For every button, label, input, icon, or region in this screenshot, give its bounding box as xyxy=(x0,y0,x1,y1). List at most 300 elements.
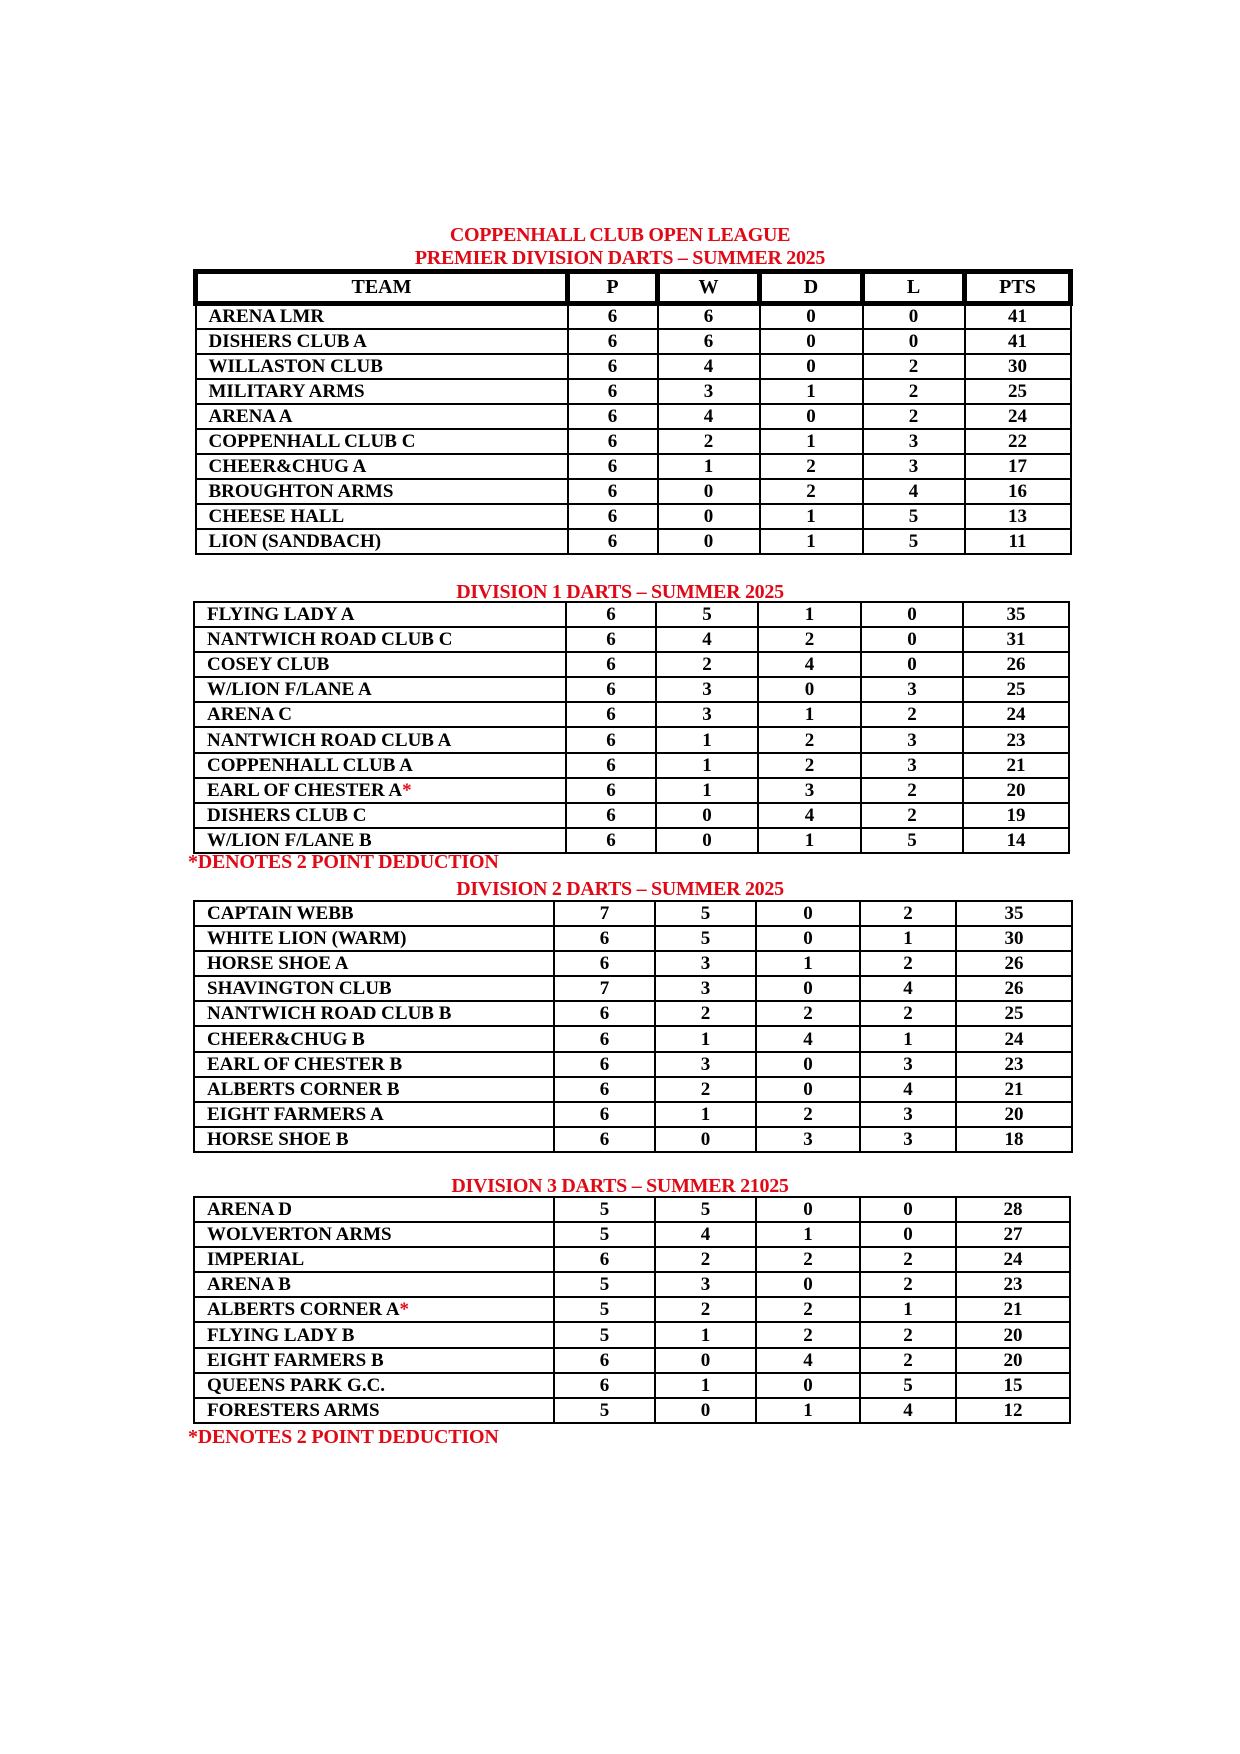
drawn-cell: 2 xyxy=(756,1322,860,1347)
table-row xyxy=(194,803,1069,828)
team-name-cell xyxy=(196,454,568,479)
table-row xyxy=(194,778,1069,803)
team-name: EARL OF CHESTER A xyxy=(207,779,403,801)
team-name: FORESTERS ARMS xyxy=(207,1399,380,1421)
won-cell: 1 xyxy=(656,778,758,803)
won-cell: 5 xyxy=(655,1197,756,1222)
points-cell: 27 xyxy=(956,1222,1070,1247)
table-row xyxy=(194,1222,1070,1247)
won-cell: 6 xyxy=(658,329,760,354)
played-cell: 5 xyxy=(554,1197,655,1222)
division-title-2 xyxy=(0,878,1240,900)
drawn-cell: 4 xyxy=(756,1348,860,1373)
lost-cell: 4 xyxy=(860,1398,956,1423)
team-name: IMPERIAL xyxy=(207,1249,305,1271)
team-name: DISHERS CLUB A xyxy=(208,330,367,352)
points-cell: 20 xyxy=(963,778,1069,803)
drawn-cell: 2 xyxy=(760,454,863,479)
lost-cell: 2 xyxy=(861,803,963,828)
drawn-cell: 1 xyxy=(760,379,863,404)
team-name: W/LION F/LANE A xyxy=(207,679,372,701)
drawn-cell: 0 xyxy=(756,1272,860,1297)
drawn-cell: 2 xyxy=(758,727,861,752)
points-cell: 20 xyxy=(956,1102,1072,1127)
team-name-cell xyxy=(194,976,554,1001)
played-cell: 6 xyxy=(554,926,655,951)
table-row xyxy=(196,429,1071,454)
table-row xyxy=(194,976,1072,1001)
points-cell: 24 xyxy=(963,702,1069,727)
played-cell: 6 xyxy=(554,1026,655,1051)
lost-cell: 5 xyxy=(861,828,963,853)
lost-cell: 2 xyxy=(860,1247,956,1272)
team-name: ALBERTS CORNER B xyxy=(207,1078,400,1100)
played-cell: 7 xyxy=(554,976,655,1001)
played-cell: 6 xyxy=(568,404,658,429)
standings-table-premier xyxy=(193,269,1073,555)
lost-cell: 1 xyxy=(860,926,956,951)
points-cell: 21 xyxy=(956,1297,1070,1322)
lost-cell: 0 xyxy=(863,304,965,329)
team-name: FLYING LADY A xyxy=(207,604,355,626)
won-cell: 2 xyxy=(655,1001,756,1026)
lost-cell: 2 xyxy=(860,1272,956,1297)
team-name-cell xyxy=(194,727,566,752)
team-name-cell xyxy=(194,901,554,926)
drawn-cell: 2 xyxy=(756,1102,860,1127)
won-cell: 3 xyxy=(656,702,758,727)
team-name-cell xyxy=(194,1077,554,1102)
table-row xyxy=(194,1373,1070,1398)
team-name-cell xyxy=(196,479,568,504)
won-cell: 1 xyxy=(656,727,758,752)
played-cell: 6 xyxy=(568,329,658,354)
team-name: WOLVERTON ARMS xyxy=(207,1224,392,1246)
drawn-cell: 0 xyxy=(760,304,863,329)
table-row xyxy=(194,1026,1072,1051)
team-name: COPPENHALL CLUB C xyxy=(208,431,416,453)
table-row xyxy=(194,1077,1072,1102)
table-row xyxy=(194,652,1069,677)
team-name: ARENA B xyxy=(207,1274,291,1296)
column-header-won: W xyxy=(658,272,760,304)
league-title xyxy=(0,224,1240,246)
team-name-cell xyxy=(194,1247,554,1272)
drawn-cell: 1 xyxy=(758,602,861,627)
table-row xyxy=(194,1348,1070,1373)
won-cell: 0 xyxy=(656,803,758,828)
table-row xyxy=(196,454,1071,479)
lost-cell: 2 xyxy=(861,702,963,727)
deduction-marker: * xyxy=(402,779,412,801)
table-row xyxy=(196,304,1071,329)
team-name-cell xyxy=(194,926,554,951)
table-row xyxy=(194,1398,1070,1423)
played-cell: 6 xyxy=(568,479,658,504)
lost-cell: 2 xyxy=(860,1001,956,1026)
points-cell: 26 xyxy=(956,951,1072,976)
played-cell: 6 xyxy=(554,1373,655,1398)
played-cell: 6 xyxy=(568,454,658,479)
played-cell: 6 xyxy=(566,803,656,828)
lost-cell: 0 xyxy=(863,329,965,354)
team-name: WHITE LION (WARM) xyxy=(207,928,407,950)
team-name: ARENA A xyxy=(208,405,293,427)
played-cell: 6 xyxy=(566,677,656,702)
drawn-cell: 0 xyxy=(756,1197,860,1222)
played-cell: 6 xyxy=(554,1348,655,1373)
team-name: NANTWICH ROAD CLUB C xyxy=(207,629,453,651)
points-cell: 23 xyxy=(956,1272,1070,1297)
played-cell: 6 xyxy=(554,1247,655,1272)
team-name-cell xyxy=(196,504,568,529)
points-cell: 30 xyxy=(965,354,1071,379)
lost-cell: 0 xyxy=(860,1222,956,1247)
team-name: CHEER&CHUG A xyxy=(208,456,367,478)
deduction-marker: * xyxy=(399,1299,410,1321)
drawn-cell: 1 xyxy=(760,529,863,554)
won-cell: 2 xyxy=(655,1077,756,1102)
won-cell: 1 xyxy=(656,753,758,778)
won-cell: 1 xyxy=(655,1373,756,1398)
lost-cell: 3 xyxy=(861,753,963,778)
team-name: NANTWICH ROAD CLUB B xyxy=(207,1003,452,1025)
points-cell: 31 xyxy=(963,627,1069,652)
division-title-text: PREMIER DIVISION DARTS – SUMMER 2025 xyxy=(414,247,826,269)
team-name-cell xyxy=(194,1026,554,1051)
table-row xyxy=(194,1127,1072,1152)
won-cell: 3 xyxy=(655,951,756,976)
won-cell: 1 xyxy=(655,1102,756,1127)
team-name: W/LION F/LANE B xyxy=(207,829,372,851)
team-name: BROUGHTON ARMS xyxy=(208,481,394,503)
column-header-points: PTS xyxy=(965,272,1071,304)
table-row xyxy=(194,901,1072,926)
lost-cell: 2 xyxy=(860,1348,956,1373)
team-name-cell xyxy=(194,1197,554,1222)
standings-table-division-1 xyxy=(193,601,1070,854)
drawn-cell: 1 xyxy=(756,951,860,976)
lost-cell: 5 xyxy=(860,1373,956,1398)
table-row xyxy=(194,1197,1070,1222)
lost-cell: 3 xyxy=(863,429,965,454)
lost-cell: 0 xyxy=(861,627,963,652)
won-cell: 5 xyxy=(655,926,756,951)
drawn-cell: 1 xyxy=(758,828,861,853)
team-name: COPPENHALL CLUB A xyxy=(207,754,413,776)
lost-cell: 2 xyxy=(861,778,963,803)
team-name: EARL OF CHESTER B xyxy=(207,1053,403,1075)
table-header-row xyxy=(196,272,1071,304)
team-name: HORSE SHOE A xyxy=(207,953,349,975)
team-name: SHAVINGTON CLUB xyxy=(207,978,392,1000)
lost-cell: 0 xyxy=(860,1197,956,1222)
deduction-footnote-division-3: *DENOTES 2 POINT DEDUCTION xyxy=(188,1426,499,1448)
lost-cell: 2 xyxy=(860,1322,956,1347)
won-cell: 4 xyxy=(658,404,760,429)
table-row xyxy=(194,1052,1072,1077)
lost-cell: 2 xyxy=(863,379,965,404)
played-cell: 6 xyxy=(554,1102,655,1127)
won-cell: 0 xyxy=(655,1348,756,1373)
lost-cell: 3 xyxy=(861,677,963,702)
drawn-cell: 0 xyxy=(756,976,860,1001)
drawn-cell: 1 xyxy=(756,1398,860,1423)
drawn-cell: 4 xyxy=(758,652,861,677)
points-cell: 17 xyxy=(965,454,1071,479)
points-cell: 23 xyxy=(963,727,1069,752)
drawn-cell: 0 xyxy=(758,677,861,702)
drawn-cell: 0 xyxy=(760,404,863,429)
drawn-cell: 1 xyxy=(756,1222,860,1247)
won-cell: 0 xyxy=(658,504,760,529)
lost-cell: 2 xyxy=(860,901,956,926)
team-name: CAPTAIN WEBB xyxy=(207,903,354,925)
played-cell: 6 xyxy=(566,627,656,652)
team-name-cell xyxy=(194,1348,554,1373)
lost-cell: 1 xyxy=(860,1297,956,1322)
points-cell: 20 xyxy=(956,1348,1070,1373)
table-row xyxy=(194,926,1072,951)
lost-cell: 4 xyxy=(863,479,965,504)
points-cell: 18 xyxy=(956,1127,1072,1152)
points-cell: 23 xyxy=(956,1052,1072,1077)
table-row xyxy=(194,1102,1072,1127)
played-cell: 6 xyxy=(554,951,655,976)
won-cell: 4 xyxy=(658,354,760,379)
won-cell: 4 xyxy=(655,1222,756,1247)
points-cell: 30 xyxy=(956,926,1072,951)
lost-cell: 1 xyxy=(860,1026,956,1051)
team-name-cell xyxy=(194,1001,554,1026)
table-row xyxy=(194,1272,1070,1297)
won-cell: 2 xyxy=(655,1297,756,1322)
won-cell: 1 xyxy=(658,454,760,479)
table-row xyxy=(196,504,1071,529)
won-cell: 5 xyxy=(656,602,758,627)
team-name-cell xyxy=(194,753,566,778)
lost-cell: 2 xyxy=(860,951,956,976)
drawn-cell: 2 xyxy=(756,1297,860,1322)
team-name: ARENA D xyxy=(207,1199,292,1221)
played-cell: 6 xyxy=(568,429,658,454)
lost-cell: 3 xyxy=(863,454,965,479)
drawn-cell: 0 xyxy=(760,354,863,379)
table-row xyxy=(196,479,1071,504)
points-cell: 16 xyxy=(965,479,1071,504)
played-cell: 6 xyxy=(554,1052,655,1077)
team-name-cell xyxy=(194,1222,554,1247)
team-name: EIGHT FARMERS A xyxy=(207,1103,384,1125)
drawn-cell: 3 xyxy=(758,778,861,803)
drawn-cell: 2 xyxy=(758,627,861,652)
points-cell: 25 xyxy=(965,379,1071,404)
lost-cell: 2 xyxy=(863,404,965,429)
won-cell: 0 xyxy=(655,1127,756,1152)
points-cell: 21 xyxy=(956,1077,1072,1102)
points-cell: 19 xyxy=(963,803,1069,828)
played-cell: 5 xyxy=(554,1322,655,1347)
played-cell: 6 xyxy=(568,354,658,379)
won-cell: 5 xyxy=(655,901,756,926)
team-name-cell xyxy=(194,1398,554,1423)
played-cell: 6 xyxy=(568,304,658,329)
team-name-cell xyxy=(194,602,566,627)
drawn-cell: 0 xyxy=(760,329,863,354)
team-name-cell xyxy=(194,702,566,727)
team-name: ARENA C xyxy=(207,704,292,726)
team-name-cell xyxy=(194,1373,554,1398)
points-cell: 24 xyxy=(965,404,1071,429)
points-cell: 41 xyxy=(965,329,1071,354)
drawn-cell: 0 xyxy=(756,901,860,926)
lost-cell: 3 xyxy=(860,1127,956,1152)
lost-cell: 3 xyxy=(860,1052,956,1077)
team-name: LION (SANDBACH) xyxy=(208,531,382,553)
table-row xyxy=(194,1297,1070,1322)
points-cell: 25 xyxy=(963,677,1069,702)
drawn-cell: 3 xyxy=(756,1127,860,1152)
won-cell: 1 xyxy=(655,1026,756,1051)
played-cell: 6 xyxy=(554,1077,655,1102)
team-name: ALBERTS CORNER A xyxy=(207,1299,400,1321)
played-cell: 6 xyxy=(566,702,656,727)
points-cell: 26 xyxy=(956,976,1072,1001)
drawn-cell: 0 xyxy=(756,1373,860,1398)
drawn-cell: 1 xyxy=(760,429,863,454)
played-cell: 6 xyxy=(566,753,656,778)
team-name-cell xyxy=(194,677,566,702)
won-cell: 0 xyxy=(656,828,758,853)
division-title-text: DIVISION 3 DARTS – SUMMER 21025 xyxy=(451,1175,789,1197)
table-row xyxy=(196,529,1071,554)
team-name-cell xyxy=(194,828,566,853)
table-row xyxy=(196,329,1071,354)
team-name-cell xyxy=(196,304,568,329)
column-header-drawn: D xyxy=(760,272,863,304)
team-name: HORSE SHOE B xyxy=(207,1128,349,1150)
table-row xyxy=(194,627,1069,652)
played-cell: 6 xyxy=(554,1001,655,1026)
team-name: COSEY CLUB xyxy=(207,654,330,676)
points-cell: 24 xyxy=(956,1247,1070,1272)
points-cell: 41 xyxy=(965,304,1071,329)
drawn-cell: 2 xyxy=(756,1247,860,1272)
won-cell: 1 xyxy=(655,1322,756,1347)
played-cell: 6 xyxy=(566,602,656,627)
played-cell: 6 xyxy=(566,778,656,803)
won-cell: 2 xyxy=(656,652,758,677)
points-cell: 35 xyxy=(963,602,1069,627)
column-header-lost: L xyxy=(863,272,965,304)
team-name: WILLASTON CLUB xyxy=(208,355,383,377)
table-row xyxy=(194,753,1069,778)
team-name-cell xyxy=(194,1272,554,1297)
lost-cell: 5 xyxy=(863,504,965,529)
points-cell: 24 xyxy=(956,1026,1072,1051)
team-name-cell xyxy=(196,354,568,379)
drawn-cell: 4 xyxy=(758,803,861,828)
team-name-cell xyxy=(194,652,566,677)
division-title-premier xyxy=(0,247,1240,269)
division-title-3 xyxy=(0,1175,1240,1197)
played-cell: 6 xyxy=(566,828,656,853)
won-cell: 2 xyxy=(655,1247,756,1272)
won-cell: 3 xyxy=(655,1272,756,1297)
table-row xyxy=(194,1247,1070,1272)
team-name-cell xyxy=(196,429,568,454)
team-name: DISHERS CLUB C xyxy=(207,804,367,826)
played-cell: 6 xyxy=(568,504,658,529)
played-cell: 6 xyxy=(568,529,658,554)
won-cell: 4 xyxy=(656,627,758,652)
won-cell: 6 xyxy=(658,304,760,329)
played-cell: 5 xyxy=(554,1297,655,1322)
team-name-cell xyxy=(194,803,566,828)
team-name-cell xyxy=(194,1297,554,1322)
table-row xyxy=(196,379,1071,404)
lost-cell: 0 xyxy=(861,602,963,627)
standings-table-division-2 xyxy=(193,900,1073,1153)
points-cell: 35 xyxy=(956,901,1072,926)
played-cell: 6 xyxy=(568,379,658,404)
played-cell: 7 xyxy=(554,901,655,926)
drawn-cell: 2 xyxy=(758,753,861,778)
table-row xyxy=(196,354,1071,379)
points-cell: 26 xyxy=(963,652,1069,677)
team-name-cell xyxy=(196,329,568,354)
table-row xyxy=(194,602,1069,627)
division-title-text: DIVISION 1 DARTS – SUMMER 2025 xyxy=(456,581,784,603)
won-cell: 0 xyxy=(658,529,760,554)
won-cell: 3 xyxy=(656,677,758,702)
lost-cell: 2 xyxy=(863,354,965,379)
points-cell: 13 xyxy=(965,504,1071,529)
team-name-cell xyxy=(194,951,554,976)
drawn-cell: 2 xyxy=(760,479,863,504)
points-cell: 21 xyxy=(963,753,1069,778)
lost-cell: 3 xyxy=(860,1102,956,1127)
points-cell: 25 xyxy=(956,1001,1072,1026)
table-row xyxy=(194,727,1069,752)
points-cell: 14 xyxy=(963,828,1069,853)
won-cell: 2 xyxy=(658,429,760,454)
played-cell: 5 xyxy=(554,1398,655,1423)
team-name-cell xyxy=(196,529,568,554)
drawn-cell: 0 xyxy=(756,926,860,951)
lost-cell: 5 xyxy=(863,529,965,554)
lost-cell: 4 xyxy=(860,1077,956,1102)
drawn-cell: 1 xyxy=(758,702,861,727)
played-cell: 6 xyxy=(566,727,656,752)
team-name: CHEESE HALL xyxy=(208,506,345,528)
points-cell: 22 xyxy=(965,429,1071,454)
won-cell: 0 xyxy=(655,1398,756,1423)
deduction-footnote-division-1: *DENOTES 2 POINT DEDUCTION xyxy=(188,851,499,873)
drawn-cell: 0 xyxy=(756,1077,860,1102)
lost-cell: 3 xyxy=(861,727,963,752)
lost-cell: 0 xyxy=(861,652,963,677)
team-name-cell xyxy=(196,379,568,404)
points-cell: 28 xyxy=(956,1197,1070,1222)
league-title-text: COPPENHALL CLUB OPEN LEAGUE xyxy=(449,224,791,246)
points-cell: 15 xyxy=(956,1373,1070,1398)
drawn-cell: 0 xyxy=(756,1052,860,1077)
lost-cell: 4 xyxy=(860,976,956,1001)
drawn-cell: 2 xyxy=(756,1001,860,1026)
points-cell: 20 xyxy=(956,1322,1070,1347)
standings-table-division-3 xyxy=(193,1196,1071,1424)
